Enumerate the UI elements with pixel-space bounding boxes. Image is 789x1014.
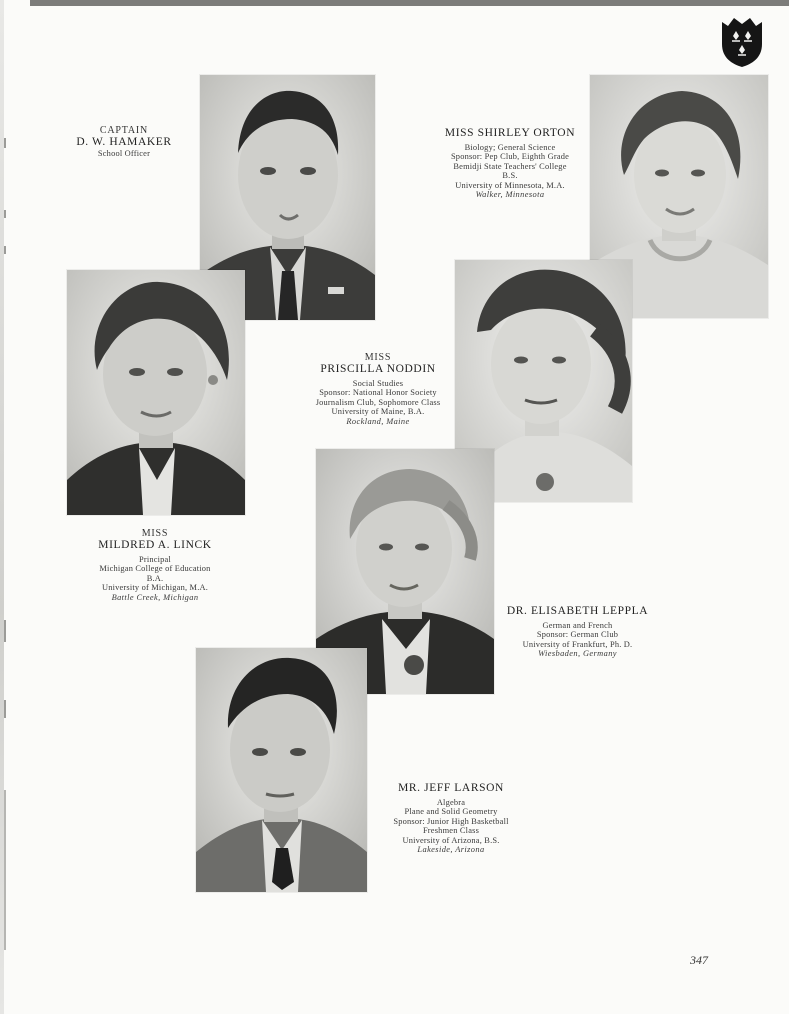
caption-line: Algebra: [436, 797, 466, 807]
caption-line: Principal: [138, 555, 172, 565]
caption-line: University of Minnesota, M.A.: [455, 180, 565, 190]
caption-prefix: MISS: [364, 352, 392, 363]
page-top-rule: [30, 0, 789, 6]
caption-line: Journalism Club, Sophomore Class: [315, 397, 441, 407]
caption-prefix: MISS: [141, 528, 169, 539]
caption-name: PRISCILLA NODDIN: [320, 363, 436, 376]
caption-line: Sponsor: Pep Club, Eighth Grade: [450, 152, 570, 162]
caption-line: University of Arizona, B.S.: [402, 835, 500, 845]
caption-name: D. W. HAMAKER: [76, 136, 172, 149]
caption-line: School Officer: [97, 149, 151, 159]
caption-line: Sponsor: German Club: [536, 630, 619, 640]
caption-hamaker: [54, 125, 194, 158]
caption-name: DR. ELISABETH LEPPLA: [506, 605, 649, 617]
caption-line: Michigan College of Education: [99, 564, 211, 574]
portrait-photo-larson: [196, 648, 367, 892]
portrait-photo-linck: [67, 270, 245, 515]
margin-mark: [4, 138, 6, 148]
margin-mark: [4, 700, 6, 718]
caption-line: Bemidji State Teachers' College: [453, 161, 567, 171]
caption-location: Walker, Minnesota: [475, 189, 545, 199]
margin-mark: [4, 790, 6, 950]
margin-mark: [4, 210, 6, 218]
caption-orton: [425, 127, 595, 199]
caption-line: University of Frankfurt, Ph. D.: [522, 639, 633, 649]
margin-mark: [4, 246, 6, 254]
caption-line: Sponsor: National Honor Society: [319, 388, 437, 398]
caption-line: Social Studies: [352, 379, 404, 389]
page-number: 347: [690, 953, 708, 967]
caption-location: Lakeside, Arizona: [417, 844, 485, 854]
caption-location: Wiesbaden, Germany: [538, 649, 617, 659]
caption-line: Biology; General Science: [464, 142, 556, 152]
caption-line: University of Michigan, M.A.: [101, 583, 209, 593]
caption-line: Sponsor: Junior High Basketball: [393, 816, 509, 826]
caption-noddin: [296, 352, 460, 426]
caption-prefix: CAPTAIN: [99, 125, 149, 136]
caption-linck: [70, 528, 240, 602]
shield-crest-icon: [718, 14, 766, 68]
caption-leppla: [495, 605, 660, 659]
margin-mark: [4, 620, 6, 642]
caption-location: Rockland, Maine: [346, 416, 410, 426]
caption-larson: [368, 782, 534, 854]
caption-line: University of Maine, B.A.: [331, 407, 425, 417]
caption-name: MR. JEFF LARSON: [398, 782, 504, 794]
caption-line: B.S.: [502, 171, 518, 181]
caption-line: Plane and Solid Geometry: [404, 807, 498, 817]
caption-line: German and French: [542, 620, 613, 630]
caption-location: Battle Creek, Michigan: [111, 592, 199, 602]
caption-line: B.A.: [146, 573, 164, 583]
caption-name: MISS SHIRLEY ORTON: [444, 127, 576, 139]
caption-name: MILDRED A. LINCK: [98, 539, 212, 552]
caption-line: Freshmen Class: [422, 826, 480, 836]
